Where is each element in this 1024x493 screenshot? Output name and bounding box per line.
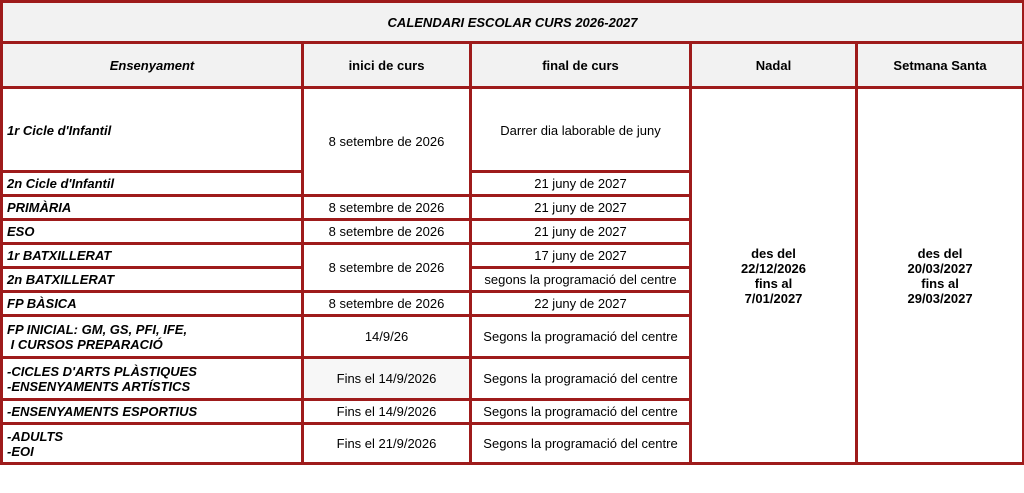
header-nadal: Nadal — [691, 43, 857, 88]
row-ensenyament: 2n BATXILLERAT — [2, 268, 303, 292]
setmana-santa-line-2: 20/03/2027 — [907, 260, 973, 276]
header-inici: inici de curs — [303, 43, 471, 88]
setmana-santa-line-3: fins al — [921, 275, 959, 291]
nadal-line-1: des del — [751, 245, 796, 261]
header-final: final de curs — [471, 43, 691, 88]
row-inici: Fins el 14/9/2026 — [303, 400, 471, 424]
row-inici: Fins el 14/9/2026 — [303, 358, 471, 400]
nadal-line-3: fins al — [754, 275, 793, 291]
row-final: 21 juny de 2027 — [471, 172, 691, 196]
row-inici: 8 setembre de 2026 — [303, 292, 471, 316]
row-ensenyament: 1r Cicle d'Infantil — [2, 88, 303, 172]
row-inici: 8 setembre de 2026 — [303, 220, 471, 244]
setmana-santa-line-1: des del — [917, 245, 963, 261]
row-ensenyament: 1r BATXILLERAT — [2, 244, 303, 268]
row-final: Segons la programació del centre — [471, 358, 691, 400]
table-row — [2, 88, 1024, 172]
row-ensenyament-line-1: -ADULTS — [7, 428, 64, 444]
row-ensenyament: FP BÀSICA — [2, 292, 303, 316]
header-setmana-santa: Setmana Santa — [857, 43, 1024, 88]
row-ensenyament: 2n Cicle d'Infantil — [2, 172, 303, 196]
row-ensenyament — [2, 358, 303, 400]
nadal-period — [691, 88, 857, 464]
row-final: 21 juny de 2027 — [471, 220, 691, 244]
calendar-title: CALENDARI ESCOLAR CURS 2026-2027 — [2, 2, 1024, 43]
row-ensenyament — [2, 316, 303, 358]
nadal-line-2: 22/12/2026 — [740, 260, 807, 276]
row-ensenyament-line-2: -ENSENYAMENTS ARTÍSTICS — [7, 378, 191, 394]
row-ensenyament — [2, 424, 303, 464]
row-final: Darrer dia laborable de juny — [471, 88, 691, 172]
row-final: 22 juny de 2027 — [471, 292, 691, 316]
row-final: 17 juny de 2027 — [471, 244, 691, 268]
row-inici: 14/9/26 — [303, 316, 471, 358]
row-ensenyament-line-1: FP INICIAL: GM, GS, PFI, IFE, — [7, 321, 188, 337]
row-ensenyament-line-2: I CURSOS PREPARACIÓ — [7, 336, 163, 352]
row-inici: Fins el 21/9/2026 — [303, 424, 471, 464]
row-ensenyament: ESO — [2, 220, 303, 244]
row-final: 21 juny de 2027 — [471, 196, 691, 220]
row-inici: 8 setembre de 2026 — [303, 196, 471, 220]
row-final: Segons la programació del centre — [471, 400, 691, 424]
row-final: Segons la programació del centre — [471, 316, 691, 358]
setmana-santa-line-4: 29/03/2027 — [907, 290, 973, 306]
row-inici: 8 setembre de 2026 — [303, 244, 471, 292]
title-row — [2, 2, 1024, 43]
nadal-line-4: 7/01/2027 — [744, 290, 803, 306]
row-ensenyament: -ENSENYAMENTS ESPORTIUS — [2, 400, 303, 424]
row-inici: 8 setembre de 2026 — [303, 88, 471, 196]
row-ensenyament: PRIMÀRIA — [2, 196, 303, 220]
setmana-santa-period — [857, 88, 1024, 464]
row-ensenyament-line-1: -CICLES D'ARTS PLÀSTIQUES — [7, 363, 197, 379]
header-ensenyament: Ensenyament — [2, 43, 303, 88]
row-ensenyament-line-2: -EOI — [7, 443, 34, 459]
row-final: segons la programació del centre — [471, 268, 691, 292]
row-final: Segons la programació del centre — [471, 424, 691, 464]
header-row — [2, 43, 1024, 88]
